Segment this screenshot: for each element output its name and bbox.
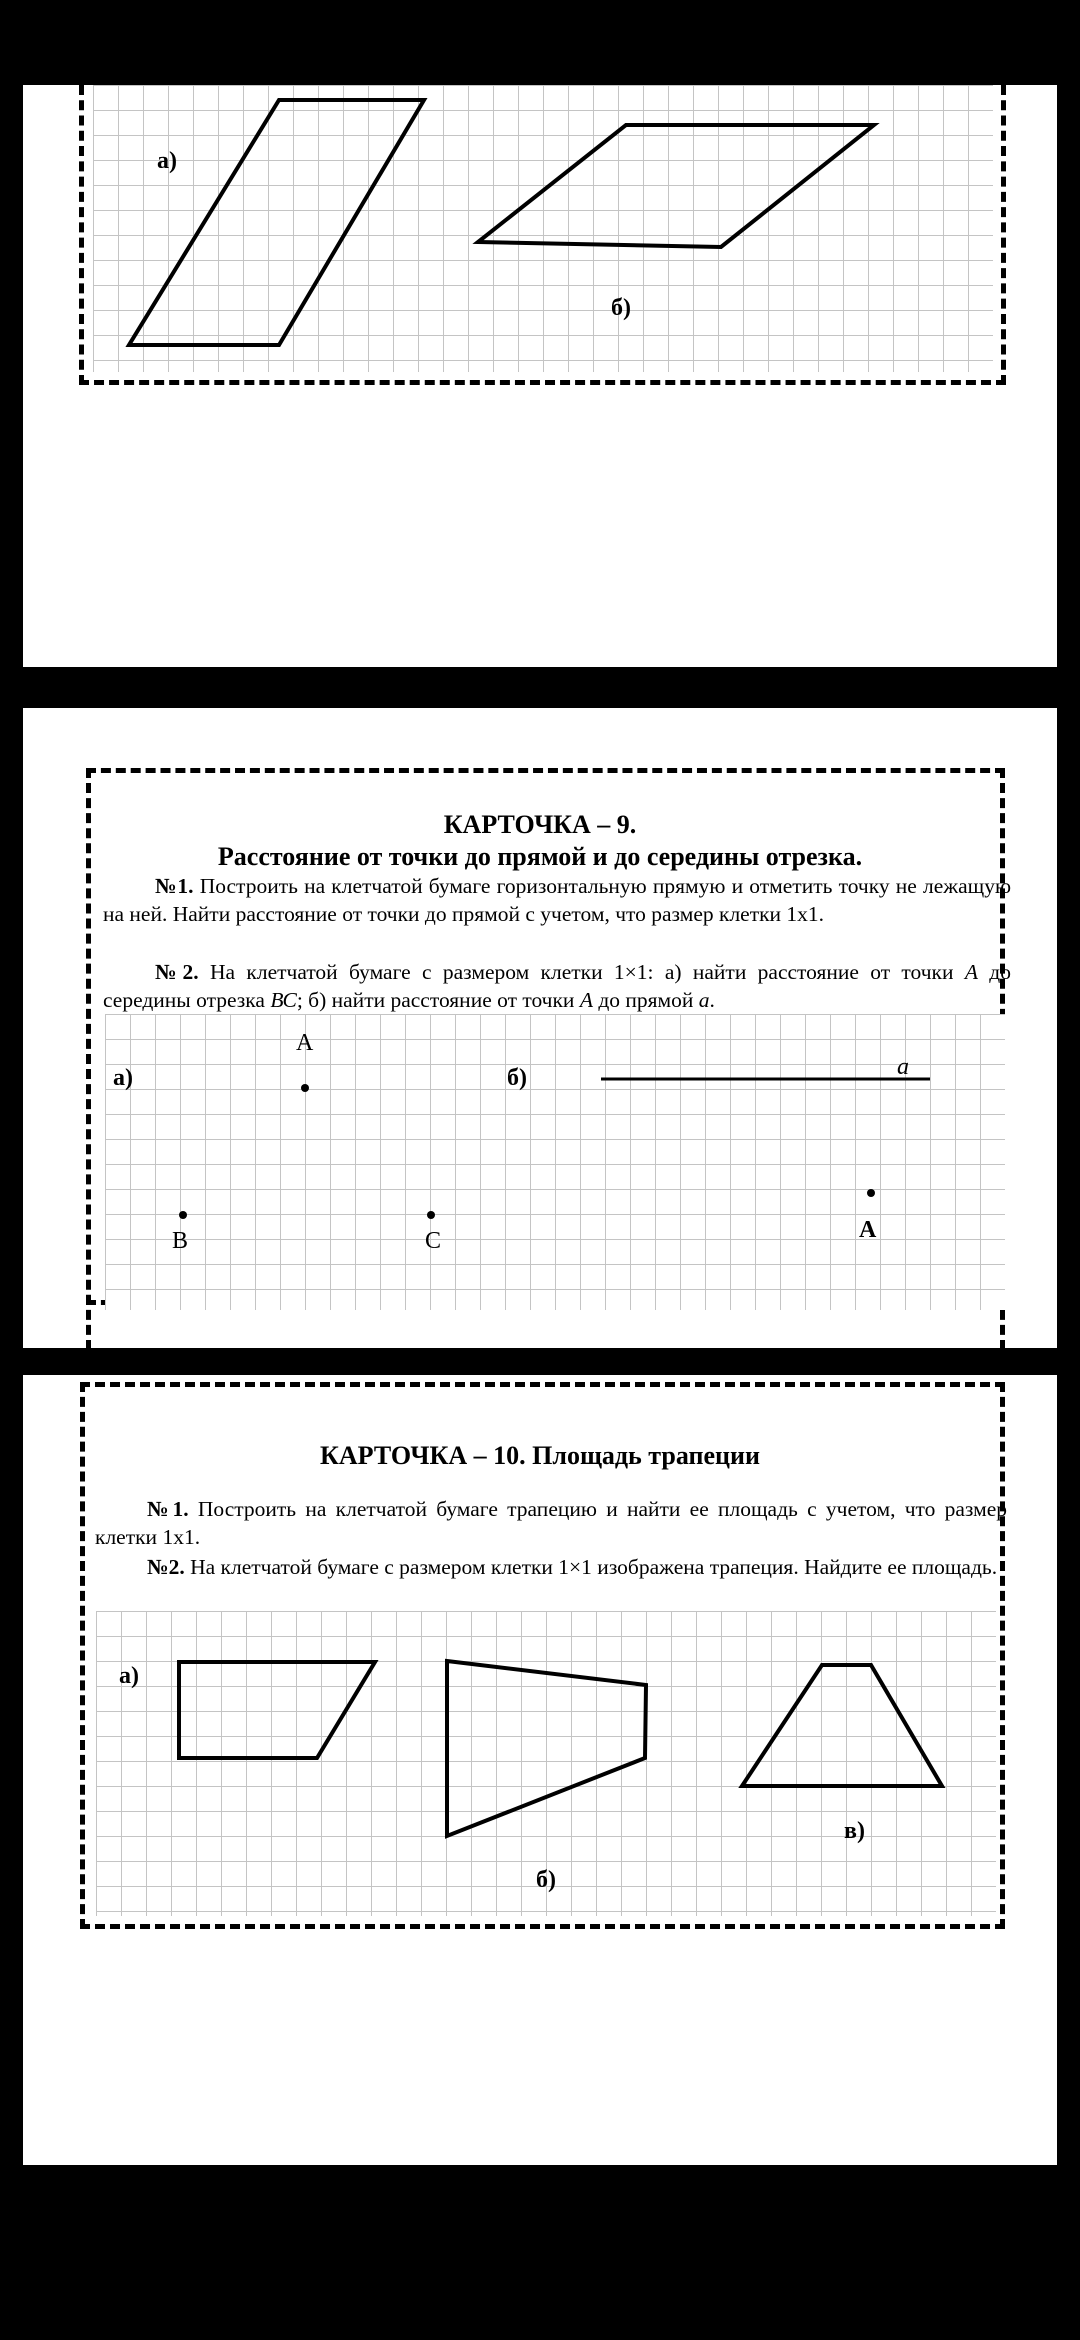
- label-b: б): [611, 295, 631, 321]
- page-top: [23, 85, 1057, 667]
- task-2-text: .: [709, 988, 715, 1012]
- card-10-label-b: б): [536, 1867, 556, 1893]
- card-9-subtitle: Расстояние от точки до прямой и до середины отрезка.: [217, 842, 863, 871]
- frame-bottom: [79, 380, 1006, 385]
- task-2-line-a: а: [698, 988, 710, 1012]
- card-9-title: КАРТОЧКА – 9.: [443, 810, 637, 839]
- task-2-text: На клетчатой бумаге с размером клетки 1×1: а) найти расстояние от точки: [210, 960, 965, 984]
- trapezoid-b: [447, 1661, 646, 1836]
- trapezoid-a: [179, 1662, 375, 1758]
- point-label-A-top: А: [296, 1030, 314, 1056]
- task-2-point-a: А: [964, 960, 978, 984]
- task-2-number: №2.: [155, 960, 199, 984]
- line-label-a: а: [897, 1054, 909, 1080]
- task-2-text: ; б) найти расстояние от точки: [296, 988, 580, 1012]
- task-1-number: №1.: [155, 874, 194, 898]
- trapezoids: [23, 1375, 1057, 2165]
- parallelograms: [23, 85, 1057, 385]
- task-2-point-a: А: [579, 988, 593, 1012]
- parallelogram-a: [129, 100, 424, 345]
- page-card-10: [23, 1375, 1057, 2165]
- card-10-label-a: а): [119, 1663, 139, 1689]
- card-10-label-v: в): [844, 1818, 865, 1844]
- point-label-A-bottom: А: [859, 1217, 877, 1243]
- task-2-segment-bc: ВС: [270, 988, 297, 1012]
- task-2-text: до прямой: [592, 988, 699, 1012]
- frame-right: [1001, 85, 1006, 385]
- task-1-text: Построить на клетчатой бумаге горизонтальную прямую и отметить точку не лежащую на ней. Найти расстояние от точки до прямой с учетом, что размер клетки 1x1.: [103, 874, 1012, 926]
- card-10-title: КАРТОЧКА – 10. Площадь трапеции: [320, 1441, 760, 1470]
- point-A-bottom: [867, 1189, 875, 1197]
- task-2-text: до середины отрезка: [103, 960, 1011, 1012]
- page-card-9: [23, 708, 1057, 1348]
- card-9-label-a: а): [113, 1065, 133, 1091]
- task-2-text: На клетчатой бумаге с размером клетки 1×1 изображена трапеция. Найдите ее площадь.: [190, 1555, 998, 1579]
- label-a: а): [157, 148, 177, 174]
- card-9-label-b: б): [507, 1065, 527, 1091]
- point-label-C: С: [425, 1228, 442, 1254]
- task-2-number: №2.: [147, 1555, 185, 1579]
- task-1-text: Построить на клетчатой бумаге трапецию и найти ее площадь с учетом, что размер клетки 1x1.: [95, 1497, 1008, 1549]
- frame-left: [79, 85, 84, 385]
- task-1-number: №1.: [147, 1497, 189, 1521]
- point-label-B: В: [172, 1228, 189, 1254]
- parallelogram-b: [478, 125, 874, 247]
- trapezoid-v: [742, 1665, 942, 1786]
- line-a: [23, 708, 1057, 1348]
